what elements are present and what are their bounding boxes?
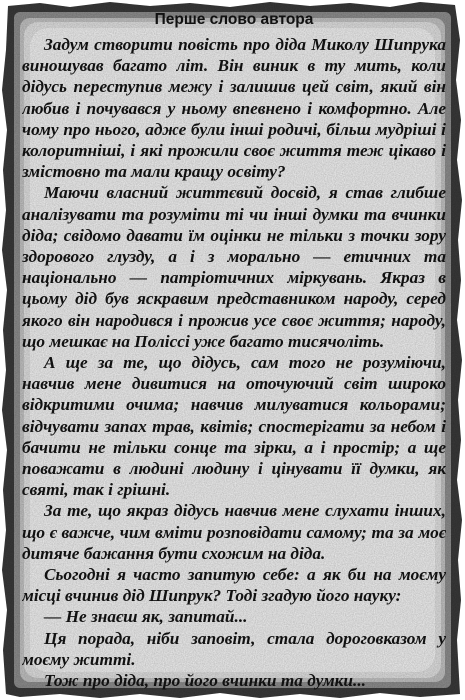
- paragraph: Ця порада, ніби заповіт, стала дороговказом у моєму житті.: [22, 628, 446, 669]
- paragraph: Маючи власний життєвий досвід, я став глибше аналізувати та розуміти ті чи інші думки та вчинки діда; свідомо давати їм оцінки не тільки з точки зору здорового глузду, а і з морально — етичних та національно — патріотичних міркувань. Якраз в цьому дід був яскравим представником народу, серед якого він народився і прожив усе своє життя; народу, що мешкає на Поліссі уже багато тисячоліть.: [22, 183, 446, 351]
- paragraph: Сьогодні я часто запитую себе: а як би на моєму місці вчинив дід Шипрук? Тоді згадую його науку:: [22, 565, 446, 606]
- page-content: [22, 10, 446, 690]
- author-foreword-text: [22, 34, 446, 690]
- paragraph: Тож про діда, про його вчинки та думки...: [44, 671, 367, 690]
- paragraph: А ще за те, що дідусь, сам того не розуміючи, навчив мене дивитися на оточуючий світ широко відкритими очима; навчив милуватися кольорами; відчувати запах трав, квітів; спостерігати за небом і бачити не тільки сонце та зірки, а і простір; а ще поважати в людині людину і цінувати її думки, як святі, так і грішні.: [22, 353, 446, 500]
- page-title: Перше слово автора: [154, 11, 314, 28]
- paragraph: За те, що якраз дідусь навчив мене слухати інших, що є важче, чим вміти розповідати самому; та за моє дитяче бажання бути схожим на діда.: [22, 501, 446, 563]
- paragraph: Задум створити повість про діда Миколу Шипрука виношував багато літ. Він виник в ту мить, коли дідусь переступив межу і залишив цей світ, який він любив і почувався у ньому впевнено і комфортно. Але чому про нього, адже були інші родичі, більш мудріші і колоритніші, і які прожили своє життя теж цікаво і змістовно та мали кращу освіту?: [22, 35, 446, 182]
- paragraph: — Не знаєш як, запитай...: [44, 607, 248, 627]
